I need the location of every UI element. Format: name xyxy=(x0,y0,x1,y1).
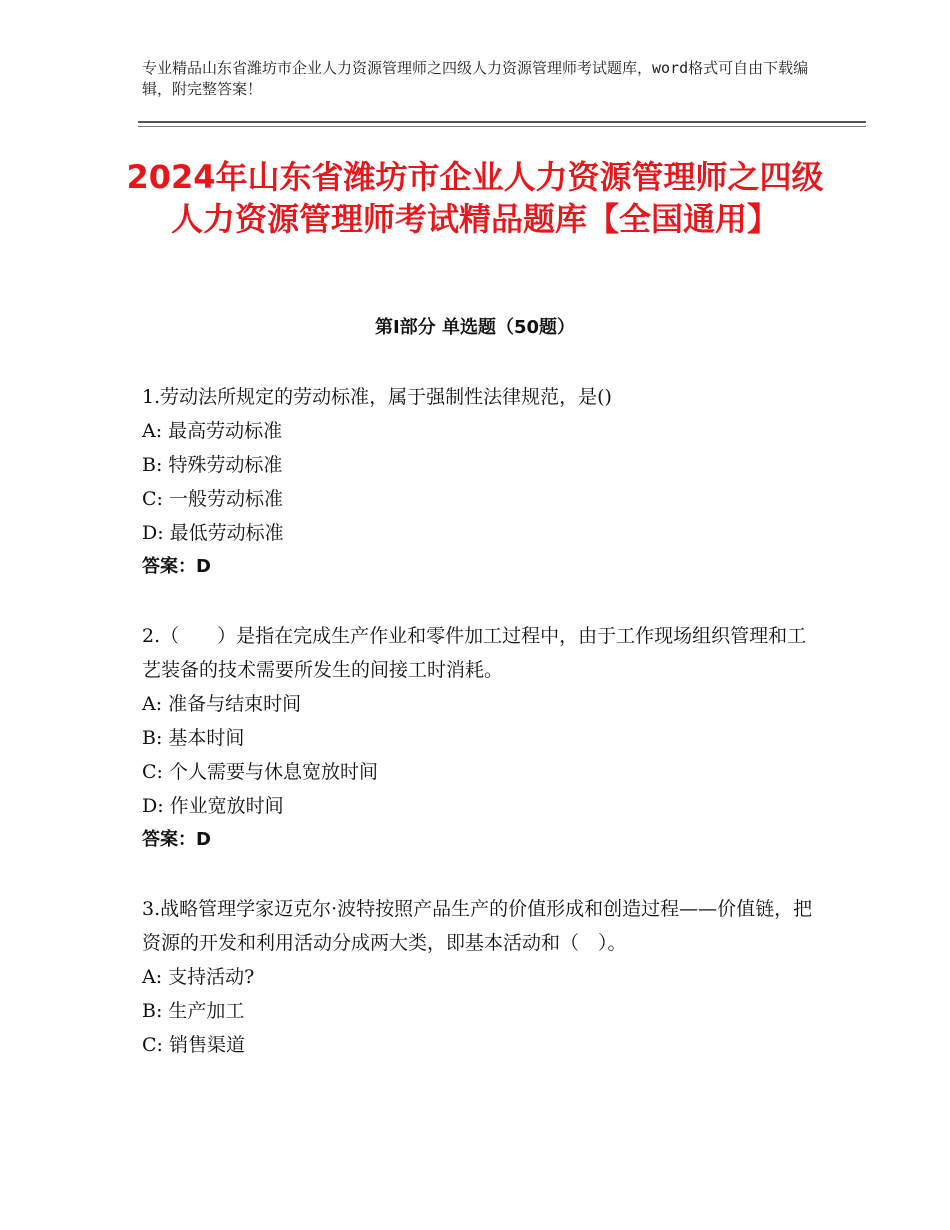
answer: 答案：D xyxy=(142,829,211,850)
question-stem: 3.战略管理学家迈克尔·波特按照产品生产的价值形成和创造过程——价值链，把资源的开发和利用活动分成两大类，即基本活动和（ ）。 xyxy=(142,898,813,954)
section-title: 第Ⅰ部分 单选题（50题） xyxy=(374,317,575,338)
document-title: 2024年山东省潍坊市企业人力资源管理师之四级人力资源管理师考试精品题库【全国通用】 xyxy=(126,158,824,238)
answer: 答案：D xyxy=(142,556,211,577)
question-stem: 2.（ ）是指在完成生产作业和零件加工过程中，由于工作现场组织管理和工艺装备的技术需要所发生的间接工时消耗。 xyxy=(142,625,807,681)
option-a: A: 支持活动? xyxy=(142,966,255,988)
option-a: A: 准备与结束时间 xyxy=(142,693,302,715)
option-c: C: 一般劳动标准 xyxy=(142,488,283,510)
question-2 xyxy=(142,619,822,857)
header-divider-thick xyxy=(138,121,866,123)
question-stem: 1.劳动法所规定的劳动标准，属于强制性法律规范，是() xyxy=(142,386,612,408)
option-a: A: 最高劳动标准 xyxy=(142,420,283,442)
option-d: D: 最低劳动标准 xyxy=(142,522,284,544)
question-1 xyxy=(142,380,822,584)
option-b: B: 特殊劳动标准 xyxy=(142,454,283,476)
option-c: C: 销售渠道 xyxy=(142,1034,245,1056)
header-note: 专业精品山东省潍坊市企业人力资源管理师之四级人力资源管理师考试题库，word格式可自由下载编辑，附完整答案！ xyxy=(142,59,809,98)
question-3 xyxy=(142,892,822,1062)
option-d: D: 作业宽放时间 xyxy=(142,795,284,817)
header-divider-thin xyxy=(138,126,866,127)
option-b: B: 生产加工 xyxy=(142,1000,245,1022)
option-b: B: 基本时间 xyxy=(142,727,245,749)
option-c: C: 个人需要与休息宽放时间 xyxy=(142,761,378,783)
